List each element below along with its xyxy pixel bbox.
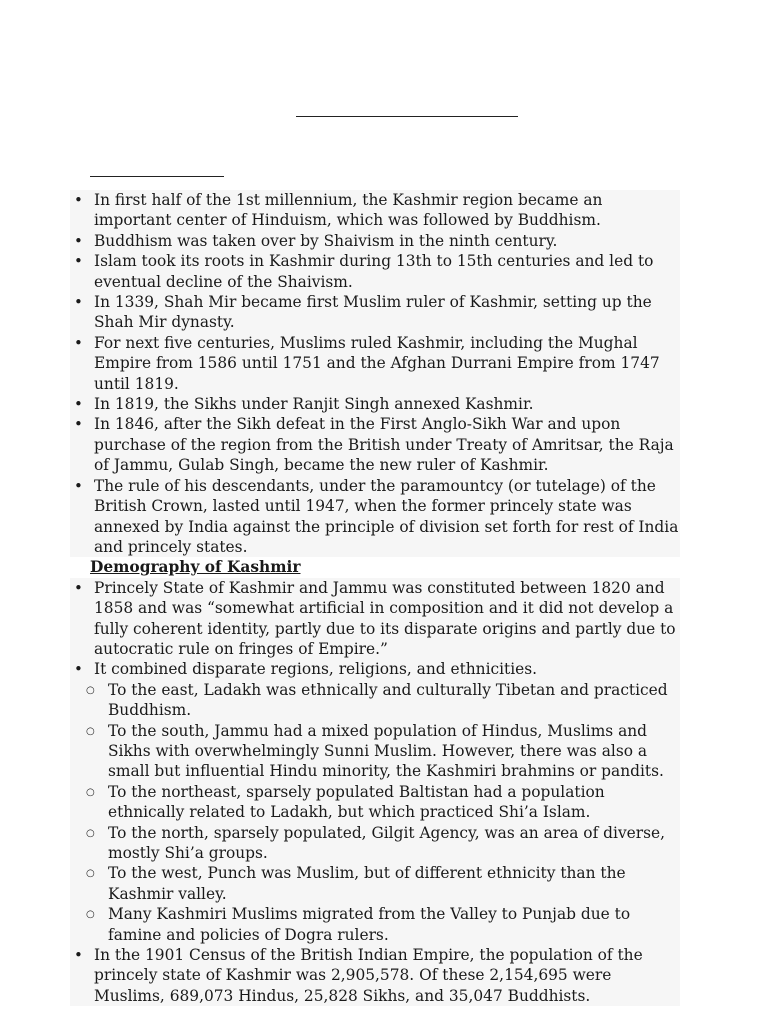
title-underline	[296, 116, 518, 117]
sub-list-item: ○ To the south, Jammu had a mixed population of Hindus, Muslims and Sikhs with overwhelmingly Sunni Muslim. However, there was also a small but influential Hindu minority, the Kashmiri brahmins or pandits.	[70, 721, 680, 782]
list-item: • In 1846, after the Sikh defeat in the First Anglo-Sikh War and upon purchase of the region from the British under Treaty of Amritsar, the Raja of Jammu, Gulab Singh, became the new ruler of Kashmir.	[70, 414, 680, 475]
list-item: • Princely State of Kashmir and Jammu was constituted between 1820 and 1858 and was “somewhat artificial in composition and it did not develop a fully coherent identity, partly due to its disparate origins and partly due to autocratic rule on fringes of Empire.”	[70, 578, 680, 660]
list-item: • For next five centuries, Muslims ruled Kashmir, including the Mughal Empire from 1586 until 1751 and the Afghan Durrani Empire from 1747 until 1819.	[70, 333, 680, 394]
list-item	[70, 659, 680, 945]
regions-sublist	[70, 680, 680, 945]
subtitle-underline	[90, 176, 224, 177]
list-item: • Islam took its roots in Kashmir during 13th to 15th centuries and led to eventual decline of the Shaivism.	[70, 251, 680, 292]
history-list	[70, 190, 680, 557]
demography-list	[70, 578, 680, 1007]
document-body	[70, 190, 680, 1006]
list-item: • In 1339, Shah Mir became first Muslim ruler of Kashmir, setting up the Shah Mir dynasty.	[70, 292, 680, 333]
section-heading: Demography of Kashmir	[70, 557, 680, 577]
sub-list-item: ○ To the east, Ladakh was ethnically and culturally Tibetan and practiced Buddhism.	[70, 680, 680, 721]
list-item: • In 1819, the Sikhs under Ranjit Singh annexed Kashmir.	[70, 394, 680, 414]
sub-list-item: ○ To the west, Punch was Muslim, but of different ethnicity than the Kashmir valley.	[70, 863, 680, 904]
sub-list-item: ○ To the northeast, sparsely populated Baltistan had a population ethnically related to Ladakh, but which practiced Shi’a Islam.	[70, 782, 680, 823]
sub-list-item: ○ To the north, sparsely populated, Gilgit Agency, was an area of diverse, mostly Shi’a groups.	[70, 823, 680, 864]
list-item: • Buddhism was taken over by Shaivism in the ninth century.	[70, 231, 680, 251]
sub-list-item: ○ Many Kashmiri Muslims migrated from the Valley to Punjab due to famine and policies of Dogra rulers.	[70, 904, 680, 945]
list-item-text: It combined disparate regions, religions, and ethnicities.	[94, 660, 538, 679]
list-item: • In the 1901 Census of the British Indian Empire, the population of the princely state of Kashmir was 2,905,578. Of these 2,154,695 were Muslims, 689,073 Hindus, 25,828 Sikhs, and 35,047 Buddhists.	[70, 945, 680, 1006]
list-item: • The rule of his descendants, under the paramountcy (or tutelage) of the British Crown, lasted until 1947, when the former princely state was annexed by India against the principle of division set forth for rest of India and princely states.	[70, 476, 680, 558]
list-item: • In first half of the 1st millennium, the Kashmir region became an important center of Hinduism, which was followed by Buddhism.	[70, 190, 680, 231]
